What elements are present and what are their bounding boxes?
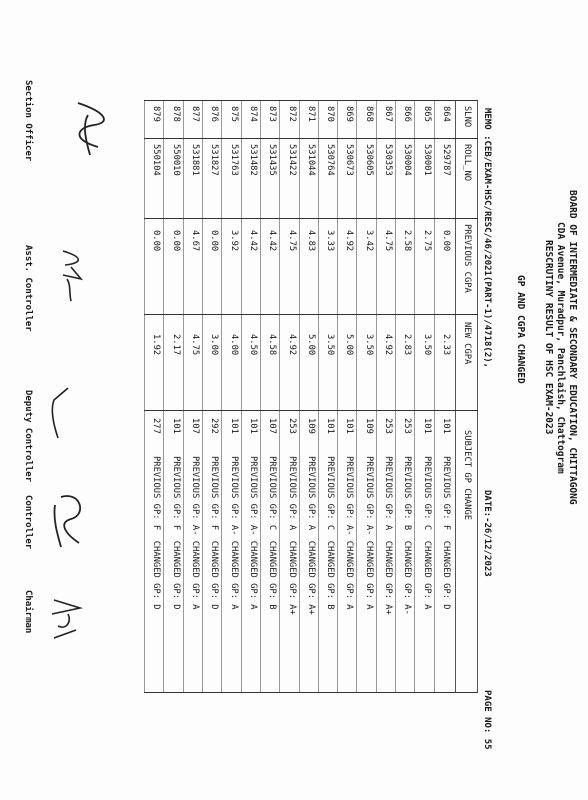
- cell-roll: 531881: [190, 144, 201, 176]
- cell-subject-code: 101: [441, 418, 451, 434]
- cell-slno: 879: [151, 106, 162, 122]
- cell-roll: 531435: [267, 144, 278, 176]
- cell-gp-change: PREVIOUS GP: A- CHANGED GP: A: [363, 456, 374, 610]
- cell-slno: 868: [363, 106, 374, 122]
- board-address: CDA Avenue, Muradpur, Panchlaish, Chattogram: [555, 222, 566, 474]
- cell-subject-code: 253: [383, 418, 394, 434]
- cell-gp-change: PREVIOUS GP: C CHANGED GP: B: [325, 456, 336, 610]
- row-rule: [241, 100, 242, 692]
- cell-prev-cgpa: 4.92: [344, 230, 355, 252]
- cell-subject-code: 101: [344, 418, 355, 434]
- cell-new-cgpa: 3.50: [325, 334, 336, 356]
- exam-title: RESCRUTINY RESULT OF HSC EXAM-2023: [543, 240, 554, 435]
- controller-signature: [43, 485, 93, 555]
- asst-controller-signature: [48, 245, 93, 305]
- cell-gp-change: PREVIOUS GP: A- CHANGED GP: A: [190, 456, 201, 610]
- column-separator: [144, 138, 478, 139]
- col-header-roll: ROLL_NO: [462, 144, 472, 182]
- cell-roll: 531044: [305, 144, 316, 176]
- cell-subject-code: 292: [209, 418, 220, 434]
- cell-subject-code: 101: [228, 418, 239, 434]
- row-rule: [376, 100, 377, 692]
- cell-roll: 530673: [344, 144, 355, 176]
- cell-slno: 872: [286, 106, 297, 122]
- cell-slno: 870: [325, 106, 336, 122]
- row-rule: [299, 100, 300, 692]
- column-separator: [144, 218, 478, 219]
- cell-new-cgpa: 4.92: [286, 334, 297, 356]
- row-rule: [318, 100, 319, 692]
- cell-new-cgpa: 2.83: [402, 334, 413, 356]
- cell-subject-code: 277: [151, 418, 162, 434]
- page-number: PAGE NO: 55: [482, 690, 492, 750]
- cell-subject-code: 101: [421, 418, 432, 434]
- cell-subject-code: 101: [325, 418, 336, 434]
- cell-slno: 869: [344, 106, 355, 122]
- cell-new-cgpa: 2.33: [441, 334, 451, 356]
- row-rule: [434, 100, 435, 692]
- cell-slno: 877: [190, 106, 201, 122]
- cell-prev-cgpa: 4.42: [248, 230, 258, 252]
- cell-roll: 530004: [402, 144, 413, 176]
- cell-roll: 550104: [151, 144, 162, 176]
- cell-subject-code: 101: [170, 418, 181, 434]
- cell-gp-change: PREVIOUS GP: F CHANGED GP: D: [170, 456, 181, 610]
- cell-slno: 864: [441, 106, 451, 122]
- cell-gp-change: PREVIOUS GP: B CHANGED GP: A-: [402, 456, 413, 615]
- cell-gp-change: PREVIOUS GP: F CHANGED GP: D: [151, 456, 162, 610]
- table-row: [339, 100, 357, 692]
- cell-prev-cgpa: 3.33: [325, 230, 336, 252]
- cell-prev-cgpa: 4.42: [267, 230, 278, 252]
- cell-prev-cgpa: 2.75: [421, 230, 432, 252]
- cell-gp-change: PREVIOUS GP: C CHANGED GP: A: [421, 456, 432, 610]
- col-header-slno: SLNO: [462, 106, 472, 128]
- cell-prev-cgpa: 0.00: [209, 230, 220, 252]
- cell-slno: 875: [228, 106, 239, 122]
- cell-prev-cgpa: 4.67: [190, 230, 201, 252]
- col-header-new-cgpa: NEW CGPA: [462, 322, 472, 365]
- result-table: [118, 100, 478, 692]
- cell-slno: 874: [248, 106, 258, 122]
- cell-slno: 876: [209, 106, 220, 122]
- table-row: [242, 100, 260, 692]
- cell-new-cgpa: 5.00: [305, 334, 316, 356]
- cell-new-cgpa: 4.00: [228, 334, 239, 356]
- cell-roll: 531422: [286, 144, 297, 176]
- cell-slno: 878: [170, 106, 181, 122]
- cell-roll: 531482: [248, 144, 258, 176]
- cell-prev-cgpa: 4.75: [286, 230, 297, 252]
- column-separator: [144, 410, 478, 411]
- cell-gp-change: PREVIOUS GP: A- CHANGED GP: A: [228, 456, 239, 610]
- cell-gp-change: PREVIOUS GP: A CHANGED GP: A+: [305, 456, 316, 615]
- row-rule: [260, 100, 261, 692]
- cell-gp-change: PREVIOUS GP: A- CHANGED GP: A: [248, 456, 258, 610]
- row-rule: [395, 100, 396, 692]
- cell-new-cgpa: 4.58: [267, 334, 278, 356]
- cell-new-cgpa: 4.50: [248, 334, 258, 356]
- asst-controller-label: Asst. Controller: [23, 245, 33, 332]
- cell-gp-change: PREVIOUS GP: A CHANGED GP: A+: [383, 456, 394, 615]
- cell-roll: 531827: [209, 144, 220, 176]
- table-row: [165, 100, 183, 692]
- table-row: [377, 100, 395, 692]
- cell-roll: 530764: [325, 144, 336, 176]
- row-rule: [164, 100, 165, 692]
- row-rule: [357, 100, 358, 692]
- chairman-label: Chairman: [23, 590, 33, 634]
- cell-slno: 866: [402, 106, 413, 122]
- column-separator: [144, 100, 478, 101]
- cell-gp-change: PREVIOUS GP: C CHANGED GP: B: [267, 456, 278, 610]
- table-top-rule: [477, 100, 478, 692]
- cell-slno: 867: [383, 106, 394, 122]
- deputy-controller-label: Deputy Controller: [23, 390, 33, 483]
- section-officer-signature: [63, 95, 118, 165]
- table-row: [146, 100, 164, 692]
- cell-prev-cgpa: 3.42: [363, 230, 374, 252]
- table-row: [358, 100, 376, 692]
- cell-subject-code: 107: [267, 418, 278, 434]
- table-row: [261, 100, 279, 692]
- row-rule: [414, 100, 415, 692]
- cell-new-cgpa: 3.50: [363, 334, 374, 356]
- cell-prev-cgpa: 0.00: [170, 230, 181, 252]
- table-row: [319, 100, 337, 692]
- cell-roll: 530353: [383, 144, 394, 176]
- row-rule: [144, 100, 145, 692]
- cell-new-cgpa: 5.00: [344, 334, 355, 356]
- cell-prev-cgpa: 4.83: [305, 230, 316, 252]
- cell-slno: 871: [305, 106, 316, 122]
- cell-subject-code: 253: [402, 418, 413, 434]
- table-row: [300, 100, 318, 692]
- table-row: [281, 100, 299, 692]
- column-separator: [144, 692, 478, 693]
- column-separator: [144, 314, 478, 315]
- table-row: [184, 100, 202, 692]
- cell-roll: 530001: [421, 144, 432, 176]
- row-rule: [337, 100, 338, 692]
- cell-prev-cgpa: 0.00: [151, 230, 162, 252]
- table-header-row: [456, 100, 474, 692]
- table-row: [203, 100, 221, 692]
- cell-new-cgpa: 1.92: [151, 334, 162, 356]
- board-title: BOARD OF INTERMEDIATE & SECONDARY EDUCATION, CHITTAGONG: [567, 190, 578, 505]
- row-rule: [279, 100, 280, 692]
- row-rule: [183, 100, 184, 692]
- cell-prev-cgpa: 0.00: [441, 230, 451, 252]
- cell-roll: 531763: [228, 144, 239, 176]
- col-header-subject-change: SUBJECT GP CHANGE: [462, 430, 472, 521]
- report-subtitle: GP AND CGPA CHANGED: [515, 275, 526, 384]
- cell-prev-cgpa: 4.75: [383, 230, 394, 252]
- cell-gp-change: PREVIOUS GP: A CHANGED GP: A+: [286, 456, 297, 615]
- section-officer-label: Section Officer: [23, 80, 33, 162]
- table-row: [435, 100, 453, 692]
- row-rule: [221, 100, 222, 692]
- table-row: [416, 100, 434, 692]
- col-header-prev-cgpa: PREVIOUS CGPA: [462, 224, 472, 293]
- cell-new-cgpa: 4.92: [383, 334, 394, 356]
- cell-gp-change: PREVIOUS GP: F CHANGED GP: D: [209, 456, 220, 610]
- cell-slno: 873: [267, 106, 278, 122]
- cell-prev-cgpa: 3.92: [228, 230, 239, 252]
- row-rule: [202, 100, 203, 692]
- chairman-signature: [43, 590, 88, 650]
- cell-prev-cgpa: 2.58: [402, 230, 413, 252]
- cell-new-cgpa: 3.00: [209, 334, 220, 356]
- cell-new-cgpa: 3.50: [421, 334, 432, 356]
- memo-number: MEMO :CEB/EXAM-HSC/RESC/46/2021(PART-1)/4718(2),: [482, 108, 492, 369]
- cell-subject-code: 109: [363, 418, 374, 434]
- cell-new-cgpa: 2.17: [170, 334, 181, 356]
- cell-subject-code: 109: [305, 418, 316, 434]
- cell-gp-change: PREVIOUS GP: A- CHANGED GP: A: [344, 456, 355, 610]
- cell-gp-change: PREVIOUS GP: F CHANGED GP: D: [441, 456, 451, 610]
- deputy-controller-signature: [43, 380, 88, 450]
- cell-new-cgpa: 4.75: [190, 334, 201, 356]
- cell-slno: 865: [421, 106, 432, 122]
- cell-roll: 529787: [441, 144, 451, 176]
- cell-subject-code: 253: [286, 418, 297, 434]
- cell-roll: 530605: [363, 144, 374, 176]
- table-row: [396, 100, 414, 692]
- table-row: [223, 100, 241, 692]
- cell-roll: 550010: [170, 144, 181, 176]
- controller-label: Controller: [23, 495, 33, 550]
- table-header-rule: [455, 100, 456, 692]
- memo-date: DATE:-26/12/2023: [482, 490, 492, 577]
- cell-subject-code: 107: [190, 418, 201, 434]
- cell-subject-code: 101: [248, 418, 258, 434]
